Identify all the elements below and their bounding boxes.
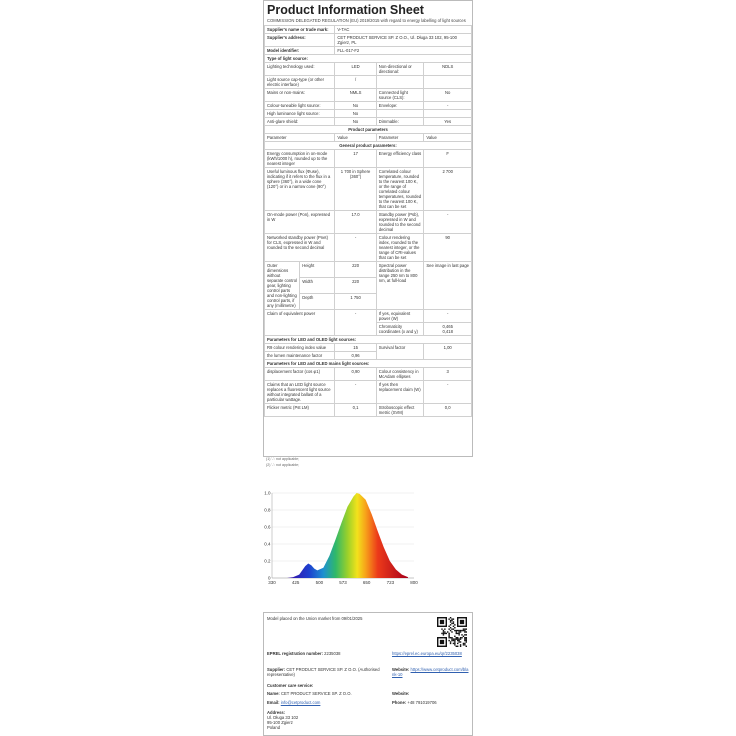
supplier-address-label: Supplier's address: <box>265 34 335 47</box>
footnotes <box>266 456 299 468</box>
lighting-tech: LED <box>335 63 376 76</box>
eprel-label: EPREL registration number: <box>267 651 323 656</box>
x-tick-label: 425 <box>291 580 300 585</box>
sheet-subtitle: COMMISSION DELEGATED REGULATION (EU) 2019/2015 with regard to energy labelling of light sources <box>267 18 466 23</box>
anti-glare: No <box>335 118 376 126</box>
sheet-title: Product Information Sheet <box>267 3 424 17</box>
x-tick-label: 650 <box>362 580 371 585</box>
equiv-power-label: If yes, equivalent power (W) <box>376 310 424 323</box>
phone-label: Phone: <box>392 700 407 705</box>
equiv-power-claim: - <box>335 310 376 336</box>
depth-label: Depth <box>300 294 335 310</box>
mains-label: Mains or non-mains: <box>265 89 335 102</box>
cct: 2 700 <box>424 168 472 211</box>
x-tick-label: 573 <box>339 580 347 585</box>
email-label: Email: <box>267 700 280 705</box>
width: 220 <box>335 278 376 294</box>
address-label: Address: <box>267 710 286 715</box>
networked-standby: - <box>335 234 376 262</box>
flicker: 0,1 <box>335 404 376 417</box>
y-tick-label: 0.2 <box>264 558 271 564</box>
supplier-name-label: Supplier's name or trade mark: <box>265 26 335 34</box>
chromaticity <box>424 323 472 336</box>
connected-label: Connected light source (CLS): <box>376 89 424 102</box>
x-tick-label: 330 <box>268 580 276 585</box>
width-label: Width <box>300 278 335 294</box>
website-link[interactable]: https://www.cetproduct.com/blank-10 <box>392 667 469 677</box>
spectrum-area <box>287 493 408 578</box>
product-params-header: Product parameters <box>265 126 472 134</box>
colour-tunable: No <box>335 102 376 110</box>
y-tick-label: 0.6 <box>264 524 271 530</box>
address-line-2: 95-100 Zgierz <box>267 720 293 725</box>
dimmable-label: Dimmable: <box>376 118 424 126</box>
eprel-section <box>263 612 473 736</box>
height: 220 <box>335 262 376 278</box>
supplier-name: V-TAC <box>335 26 472 34</box>
parameters-table <box>264 25 472 417</box>
address-line-3: Poland <box>267 725 281 730</box>
high-lum: No <box>335 110 376 118</box>
cap-type: / <box>335 76 376 89</box>
empty-cell <box>424 76 472 89</box>
supplier: CET PRODUCT SERVICE SP. Z O.O. (Authorised representative) <box>267 667 380 677</box>
spectral-distribution-chart <box>262 488 424 588</box>
depth: 1 750 <box>335 294 376 310</box>
r9-label: R9 colour rendering index value <box>265 344 335 352</box>
standby-label: Standby power (Psb), expressed in W and rounded to the second decimal <box>376 211 424 234</box>
envelope-label: Envelope: <box>376 102 424 110</box>
eprel-number: 2235038 <box>324 651 341 656</box>
empty-cell <box>424 110 472 118</box>
equiv-power-claim-label: Claim of equivalent power <box>265 310 335 336</box>
spd: See image in last page <box>424 262 472 310</box>
eprel-link[interactable]: https://eprel.ec.europa.eu/qr/2235038 <box>392 651 462 656</box>
colour-tunable-label: Colour-tuneable light source: <box>265 102 335 110</box>
flux: 1 700 in Sphere (360°) <box>335 168 376 211</box>
flicker-label: Flicker metric (Pst LM) <box>265 404 335 417</box>
cct-label: Correlated colour temperature, rounded to the nearest 100 K, or the range of correlated colour temperatures, rounded to the nearest 100 K, that can be set <box>376 168 424 211</box>
y-tick-label: 1.0 <box>264 490 271 496</box>
lighting-tech-label: Lighting technology used: <box>265 63 335 76</box>
flux-label: Useful luminous flux (Φuse), indicating if it refers to the flux in a sphere (360°), in a wide cone (120°) or in a narrow cone (90°) <box>265 168 335 211</box>
connected: No <box>424 89 472 102</box>
equiv-power: - <box>424 310 472 323</box>
phone: +48 791019706 <box>407 700 437 705</box>
envelope: - <box>424 102 472 110</box>
survival: 1,00 <box>424 344 472 360</box>
col-value: Value <box>335 134 376 142</box>
customer-care-label: Customer care service: <box>267 683 314 688</box>
name-label: Name: <box>267 691 280 696</box>
x-tick-label: 500 <box>315 580 324 585</box>
y-tick-label: 0.4 <box>264 541 271 547</box>
standby: - <box>424 211 472 234</box>
empty-cell <box>376 110 424 118</box>
displacement-label: displacement factor (cos φ1) <box>265 368 335 381</box>
col-value: Value <box>424 134 472 142</box>
address-line-1: Ul. Długa 33 102 <box>267 715 299 720</box>
anti-glare-label: Anti-glare shield: <box>265 118 335 126</box>
height-label: Height <box>300 262 335 278</box>
networked-standby-label: Networked standby power (Pnet) for CLS, expressed in W and rounded to the second decimal <box>265 234 335 262</box>
supplier-address: CET PRODUCT SERVICE SP. Z O.O., Ul. Długa 33 102, 95-100 Zgierz, PL <box>335 34 472 47</box>
lumen-maint-label: the lumen maintenance factor <box>265 352 335 360</box>
website2-label: Website: <box>392 691 410 696</box>
model-identifier: FLL-017-F2 <box>335 47 472 55</box>
stroboscopic-label: Stroboscopic effect metric (SVM) <box>376 404 424 417</box>
x-tick-label: 723 <box>386 580 395 585</box>
non-directional-label: Non-directional or directional: <box>376 63 424 76</box>
cri-label: Colour rendering index, rounded to the nearest integer, or the range of CRI-values that can be set <box>376 234 424 262</box>
colour-consistency-label: Colour consistency in McAdam ellipses <box>376 368 424 381</box>
placed-on-market: Model placed on the Union market from 09/01/2025 <box>267 616 363 621</box>
dimmable: Yes <box>424 118 472 126</box>
general-header: General product parameters: <box>265 142 472 150</box>
claims-label: Claims that an LED light source replaces a fluorescent light source without integrated ballast of a particular wattage. <box>265 381 335 404</box>
cri: 90 <box>424 234 472 262</box>
chromaticity-x: 0,465 <box>442 324 453 329</box>
energy-class: F <box>424 150 472 168</box>
col-parameter: Parameter <box>376 134 424 142</box>
col-parameter: Parameter <box>265 134 335 142</box>
displacement: 0,90 <box>335 368 376 381</box>
empty-cell <box>376 76 424 89</box>
lumen-maint: 0,96 <box>335 352 376 360</box>
high-lum-label: High luminance light source: <box>265 110 335 118</box>
supplier-label: Supplier: <box>267 667 286 672</box>
footnote-2: (2) '-': not applicable; <box>266 463 300 467</box>
website-label: Website: <box>392 667 410 672</box>
replacement-claim: - <box>424 381 472 404</box>
y-tick-label: 0.8 <box>264 507 271 513</box>
colour-consistency: 3 <box>424 368 472 381</box>
customer-care-name: CET PRODUCT SERVICE SP. Z O.O. <box>280 691 352 696</box>
non-directional: NDLS <box>424 63 472 76</box>
energy-consumption-label: Energy consumption in on-mode (kWh/1000 h), rounded up to the nearest integer <box>265 150 335 168</box>
energy-consumption: 17 <box>335 150 376 168</box>
stroboscopic: 0,0 <box>424 404 472 417</box>
y-tick-label: 0 <box>267 575 271 581</box>
claims: - <box>335 381 376 404</box>
x-tick-label: 800 <box>410 580 418 585</box>
onmode-power: 17.0 <box>335 211 376 234</box>
qr-code-icon[interactable] <box>437 617 467 647</box>
led-oled-header: Parameters for LED and OLED light sources: <box>265 336 472 344</box>
model-label: Model identifier: <box>265 47 335 55</box>
cap-type-label: Light source cap-type (or other electric interface) <box>265 76 335 89</box>
product-information-sheet <box>263 0 473 467</box>
chromaticity-y: 0,418 <box>442 329 453 334</box>
outer-dim-label: Outer dimensions without separate control gear, lighting control parts and non-lighting control parts, if any (millimetre) <box>265 262 300 310</box>
email-link[interactable]: info@cetproduct.com <box>280 700 321 705</box>
spd-label: Spectral power distribution in the range 250 nm to 800 nm, at full-load <box>376 262 424 310</box>
survival-label: Survival factor <box>376 344 424 360</box>
energy-class-label: Energy efficiency class <box>376 150 424 168</box>
footnote-1: (1) '-': not applicable; <box>266 457 300 461</box>
chromaticity-label: Chromaticity coordinates (x and y) <box>376 323 424 336</box>
r9: 15 <box>335 344 376 352</box>
mains-led-header: Parameters for LED and OLED mains light sources: <box>265 360 472 368</box>
replacement-claim-label: If yes then replacement claim (W) <box>376 381 424 404</box>
type-header: Type of light source: <box>265 55 472 63</box>
mains: NMLS <box>335 89 376 102</box>
onmode-power-label: On-mode power (Pon), expressed in W <box>265 211 335 234</box>
